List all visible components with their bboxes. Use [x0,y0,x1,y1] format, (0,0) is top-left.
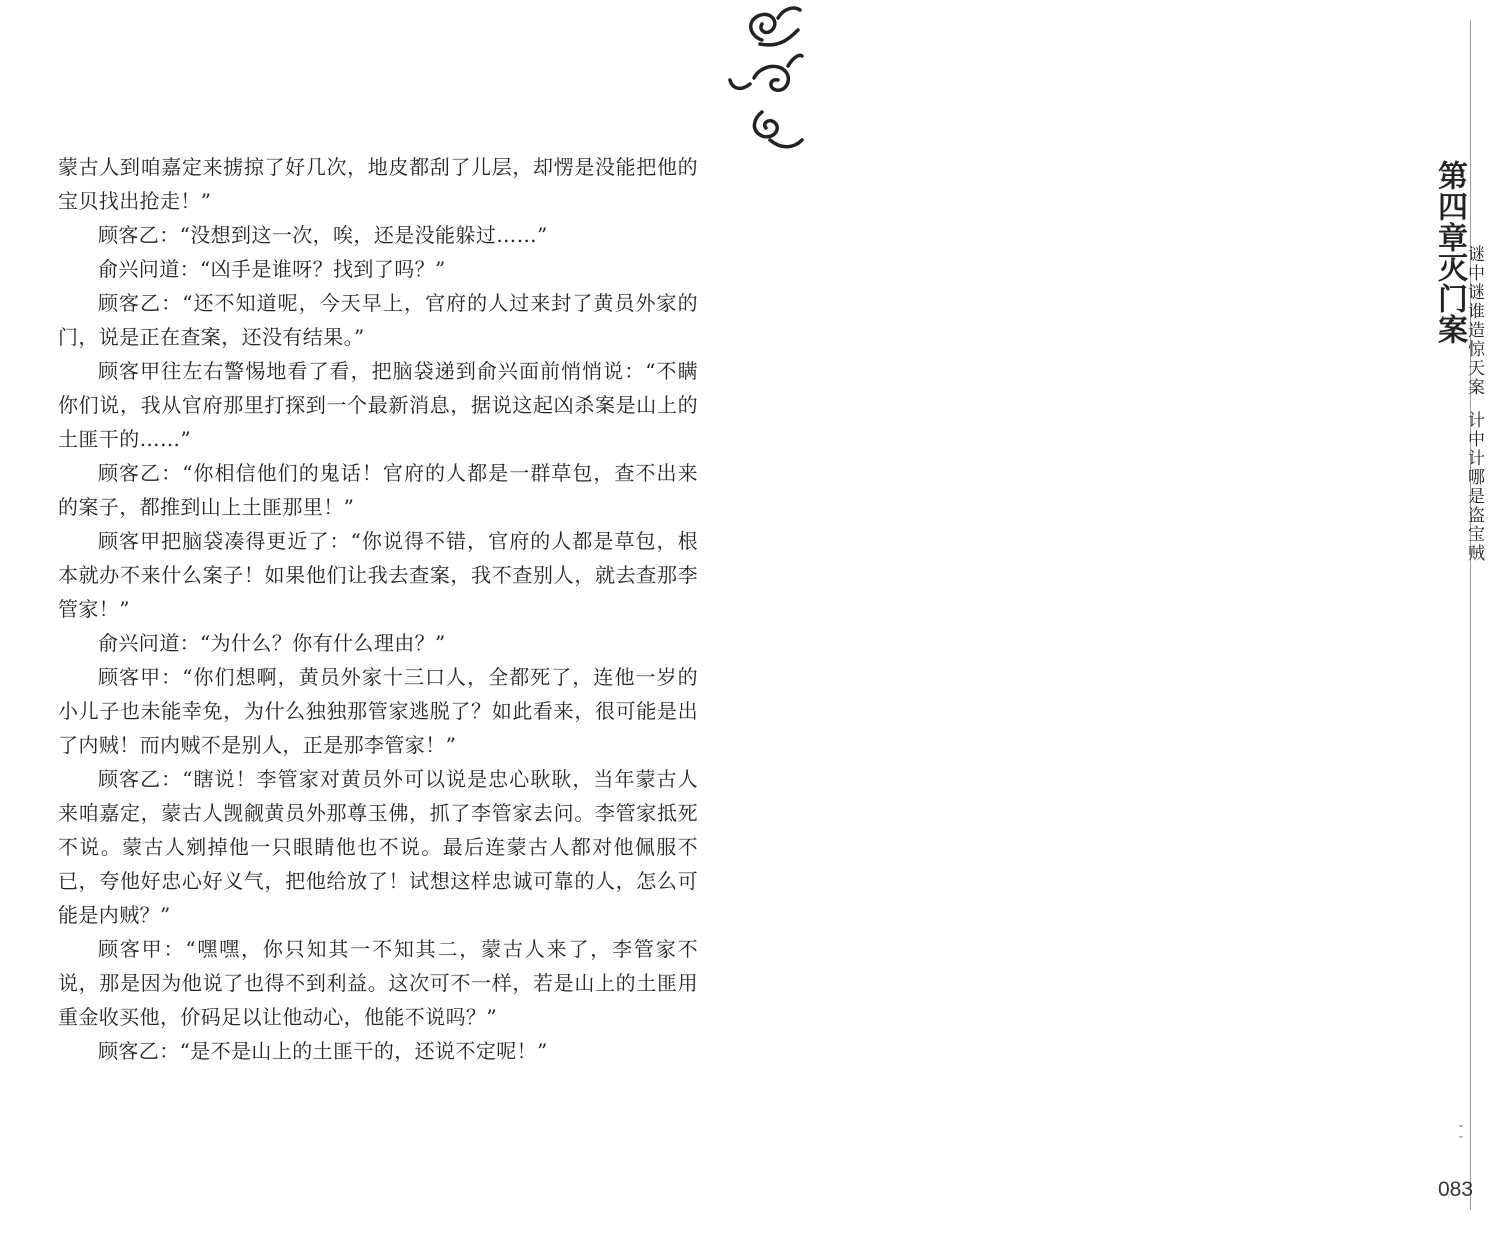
paragraph-9: 顾客甲：“你们想啊，黄员外家十三口人，全都死了，连他一岁的小儿子也未能幸免，为什么独独那管家逃脱了？如此看来，很可能是出了内贼！而内贼不是别人，正是那李管家！” [58,665,698,757]
paragraph-5: 顾客甲往左右警惕地看了看，把脑袋递到俞兴面前悄悄说：“不瞒你们说，我从官府那里打探到一个最新消息，据说这起凶杀案是山上的土匪干的……” [58,359,698,451]
chapter-sidebar [690,0,1484,1243]
cloud-ornament-icon [690,0,800,160]
paragraph-2: 顾客乙：“没想到这一次，唉，还是没能躲过……” [98,223,548,247]
ornament-dots-icon: ⌄ ⌄ [1457,1120,1465,1141]
paragraph-7: 顾客甲把脑袋凑得更近了：“你说得不错，官府的人都是草包，根本就办不来什么案子！如果他们让我去查案，我不查别人，就去查那李管家！” [58,529,698,621]
paragraph-4: 顾客乙：“还不知道呢，今天早上，官府的人过来封了黄员外家的门，说是正在查案，还没有结果。” [58,291,698,349]
chapter-subtitle [1460,245,1488,563]
paragraph-3: 俞兴问道：“凶手是谁呀？找到了吗？” [98,257,446,281]
paragraph-11: 顾客甲：“嘿嘿，你只知其一不知其二，蒙古人来了，李管家不说，那是因为他说了也得不到利益。这次可不一样，若是山上的土匪用重金收买他，价码足以让他动心，他能不说吗？” [58,937,698,1029]
paragraph-1: 蒙古人到咱嘉定来掳掠了好几次，地皮都刮了儿层，却愣是没能把他的宝贝找出抢走！” [58,155,698,213]
chapter-number: 第四章 [1432,160,1467,253]
paragraph-8: 俞兴问道：“为什么？你有什么理由？” [98,631,446,655]
body-text [58,150,698,1068]
paragraph-6: 顾客乙：“你相信他们的鬼话！官府的人都是一群草包，查不出来的案子，都推到山上土匪那里！” [58,461,698,519]
page-number: 083 [1438,1178,1474,1201]
chapter-title: 灭门案 [1432,252,1467,345]
subtitle-part-2: 计中计哪是盗宝贼 [1464,411,1484,563]
subtitle-part-1: 谜中谜谁造惊天案 [1464,245,1484,397]
paragraph-10: 顾客乙：“瞎说！李管家对黄员外可以说是忠心耿耿，当年蒙古人来咱嘉定，蒙古人觊觎黄员外那尊玉佛，抓了李管家去问。李管家抵死不说。蒙古人剜掉他一只眼睛他也不说。最后连蒙古人都对他佩服不已，夸他好忠心好义气，把他给放了！试想这样忠诚可靠的人，怎么可能是内贼？” [58,767,698,927]
paragraph-12: 顾客乙：“是不是山上的土匪干的，还说不定呢！” [98,1039,548,1063]
vertical-rule [1470,20,1471,1210]
